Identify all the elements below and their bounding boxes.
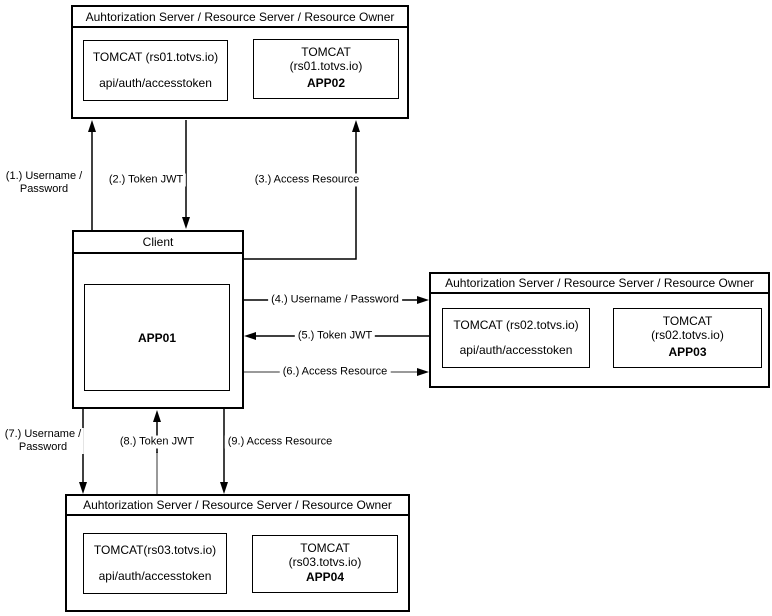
edge6-label: (6.) Access Resource [280, 366, 391, 379]
server-top-title: Auhtorization Server / Resource Server / Resource Owner [73, 7, 407, 28]
edge9-arrow [220, 409, 228, 494]
app01-label: APP01 [137, 330, 177, 345]
edge1-label: (1.) Username / Password [3, 170, 85, 196]
edge9-label: (9.) Access Resource [225, 436, 336, 449]
tomcat-host-label: TOMCAT (rs02.totvs.io) [651, 314, 724, 342]
edge5-label: (5.) Token JWT [295, 330, 375, 343]
server-right-title: Auhtorization Server / Resource Server / Resource Owner [431, 274, 768, 294]
server-right-box [429, 272, 770, 388]
server-bottom-box [65, 494, 410, 612]
tomcat-host-label: TOMCAT (rs02.totvs.io) [453, 318, 579, 332]
server-top-tomcat-app-box [253, 39, 399, 99]
client-app01-box [84, 284, 230, 391]
tomcat-host-label: TOMCAT (rs03.totvs.io) [288, 541, 362, 569]
edge3-arrow [244, 120, 360, 259]
auth-endpoint-label: api/auth/accesstoken [98, 569, 212, 583]
edge8-label: (8.) Token JWT [117, 436, 197, 449]
tomcat-host-label: TOMCAT(rs03.totvs.io) [93, 543, 217, 557]
tomcat-host-label: TOMCAT (rs01.totvs.io) [92, 50, 219, 64]
edge7-label: (7.) Username / Password [2, 428, 84, 454]
server-top-tomcat-auth-box [83, 40, 228, 101]
server-bottom-tomcat-auth-box [83, 533, 227, 594]
client-box [72, 230, 244, 409]
auth-endpoint-label: api/auth/accesstoken [459, 343, 573, 357]
app03-label: APP03 [668, 345, 707, 359]
edge8-arrow [153, 410, 161, 494]
client-title: Client [74, 232, 242, 254]
server-right-tomcat-app-box [613, 308, 762, 368]
edge1-arrow [88, 120, 96, 230]
auth-endpoint-label: api/auth/accesstoken [99, 76, 212, 90]
server-bottom-title: Auhtorization Server / Resource Server / Resource Owner [67, 496, 408, 516]
edge4-label: (4.) Username / Password [268, 294, 402, 307]
server-right-tomcat-auth-box [442, 308, 590, 368]
server-bottom-tomcat-app-box [252, 535, 398, 593]
app04-label: APP04 [305, 570, 345, 584]
app02-label: APP02 [306, 76, 346, 90]
edge2-label: (2.) Token JWT [106, 174, 186, 187]
edge3-label: (3.) Access Resource [252, 174, 363, 187]
tomcat-host-label: TOMCAT (rs01.totvs.io) [289, 45, 363, 73]
server-top-box [71, 5, 409, 119]
